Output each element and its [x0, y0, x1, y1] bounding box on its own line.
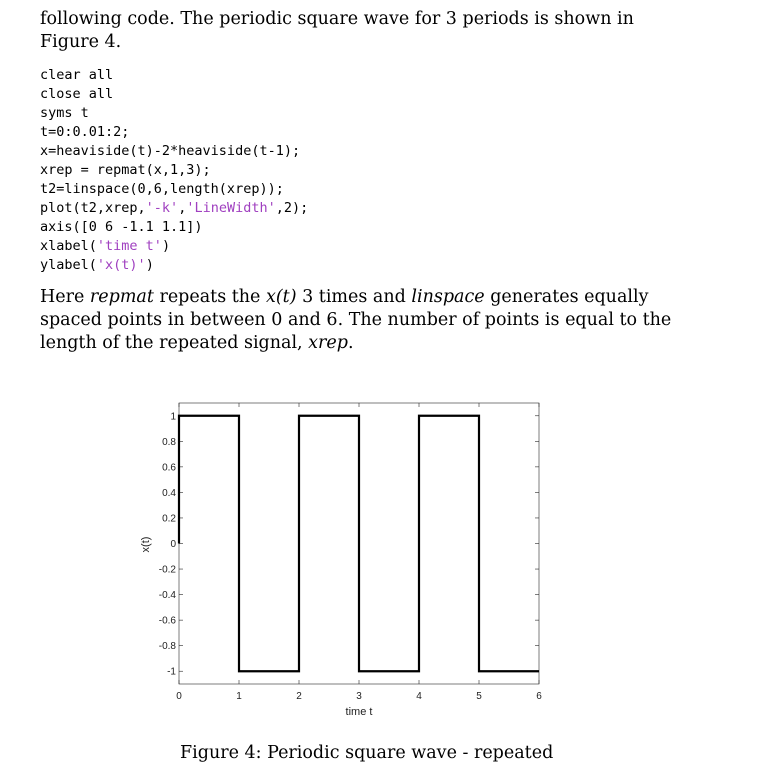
code-token: syms t	[40, 105, 89, 121]
code-token: t=0:0.01:2;	[40, 124, 130, 140]
code-string-literal: 'x(t)'	[96, 257, 146, 273]
code-string-literal: 'time t'	[96, 238, 162, 254]
code-token: ,2);	[275, 200, 309, 216]
code-token: xrep = repmat(x,1,3);	[40, 162, 211, 178]
x-tick-label: 2	[296, 691, 302, 702]
y-axis-label: x(t)	[140, 536, 152, 553]
code-token: axis([0 6 -1.1 1.1])	[40, 219, 203, 235]
y-tick-label: 0.2	[162, 513, 176, 525]
x-tick-label: 5	[476, 691, 482, 702]
xrep-term: xrep	[308, 333, 348, 353]
y-tick-label: 0.8	[162, 436, 176, 448]
intro-paragraph: following code. The periodic square wave for 3 periods is shown in Figure 4.	[40, 9, 634, 52]
y-tick-label: 0	[170, 539, 176, 550]
code-token: ,	[178, 200, 187, 216]
y-tick-label: -0.6	[158, 615, 176, 627]
code-token: close all	[40, 86, 114, 102]
code-token: ylabel(	[40, 257, 97, 273]
y-tick-label: -1	[167, 666, 176, 678]
code-string-literal: '-k'	[145, 200, 179, 216]
repmat-term: repmat	[89, 287, 154, 307]
y-tick-label: -0.2	[158, 564, 176, 576]
x-axis-label: time t	[345, 706, 373, 718]
explanation-text: repeats the	[153, 287, 266, 307]
code-token: x=heaviside(t)-2*heaviside(t-1);	[40, 143, 301, 159]
code-token: )	[145, 257, 154, 273]
figure-caption: Figure 4: Periodic square wave - repeated	[180, 743, 554, 763]
explanation-text: Here	[40, 287, 90, 307]
y-tick-label: 0.4	[162, 487, 176, 499]
code-token: t2=linspace(0,6,length(xrep));	[40, 181, 284, 197]
x-tick-label: 6	[536, 691, 542, 702]
explanation-text: generates equally spaced points in between 0 and 6. The number of points is equal to the length of the repeated signal,	[40, 287, 672, 353]
y-tick-label: 0.6	[162, 462, 176, 474]
explanation-text: .	[347, 333, 354, 353]
xt-term: x(t)	[265, 287, 297, 307]
code-token: clear all	[40, 67, 114, 83]
x-tick-label: 1	[236, 691, 242, 702]
linspace-term: linspace	[411, 287, 485, 307]
x-tick-label: 0	[176, 691, 182, 702]
code-token: )	[161, 238, 171, 254]
y-tick-label: 1	[170, 411, 176, 423]
explanation-text: 3 times and	[296, 287, 412, 307]
x-tick-label: 4	[416, 691, 422, 702]
x-tick-label: 3	[356, 691, 362, 702]
y-tick-label: -0.4	[158, 590, 176, 602]
y-tick-label: -0.8	[158, 641, 176, 653]
code-token: xlabel(	[40, 238, 97, 254]
code-token: plot(t2,xrep,	[40, 200, 146, 216]
code-string-literal: 'LineWidth'	[186, 200, 276, 216]
